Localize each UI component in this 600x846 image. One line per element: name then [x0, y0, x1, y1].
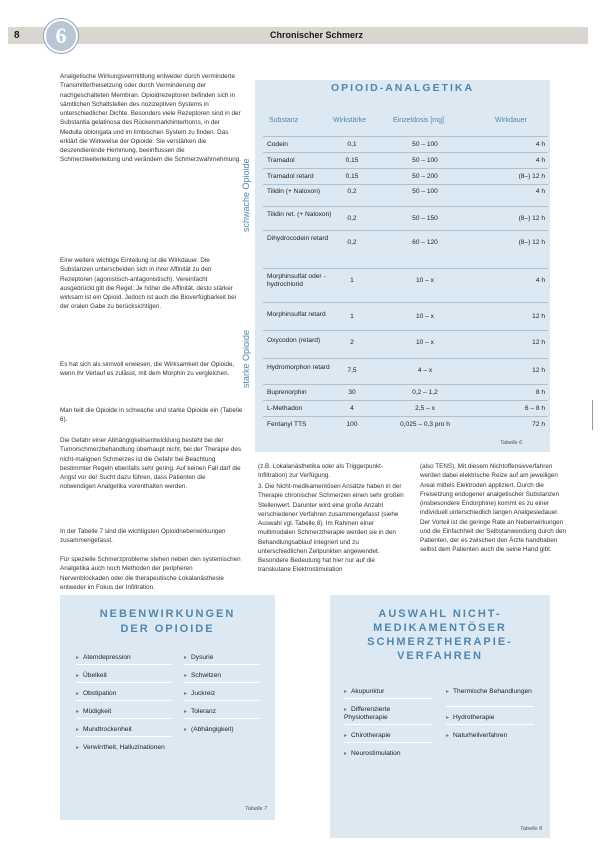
cell-dose: 10 – x [416, 313, 434, 320]
cell-dose: 50 – 100 [412, 188, 438, 195]
body-paragraph: Es hat sich als sinnvoll erwiesen, die Wirksamkeit der Opioide, wenn ihr Verlauf es zulässt, mit dem Morphin zu vergleichen. [60, 361, 235, 378]
list-item: ▸ Chirotherapie [344, 732, 391, 740]
chapter-title: Chronischer Schmerz [270, 30, 364, 40]
cell-potency: 0,15 [345, 173, 359, 180]
list-item: ▸ Mundtrockenheit [76, 726, 132, 734]
header-substance: Substanz [269, 117, 299, 124]
divider [446, 724, 534, 725]
group-label-strong: starke Opioide [241, 329, 251, 388]
cell-potency: 7,5 [347, 367, 357, 374]
body-paragraph: Für spezielle Schmerzprobleme stehen neben den systemischen Analgetika auch noch Methoden der peripheren Nervenblockaden oder die therapeutische Lokalanästhesie entweder im Fokus der Infiltration. [60, 556, 241, 591]
divider [76, 718, 171, 719]
divider [76, 664, 171, 665]
header-potency: Wirkstärke [333, 117, 367, 124]
header-dose: Einzeldosis [mg] [393, 117, 444, 124]
list-item: ▸ Müdigkeit [76, 708, 111, 716]
cell-dose: 50 – 150 [412, 215, 438, 222]
table-caption: Tabelle 8 [520, 826, 543, 832]
table-row [263, 384, 548, 401]
body-paragraph: Analgetische Wirkungsvermittlung entweder durch verminderte Transmitterfreisetzung oder durch Verminderung der nachgeschalteten Membran. Opioidrezeptoren befinden sich in sämtlichen Schaltstellen des nozizeptiven Systems in unterschiedlicher Dichte. Besonders viele Rezeptoren sind in der Substantia gelatinosa des Rückenmarkhinterhorns, in der Medulla oblongata und im limbischen System zu finden. Das erklärt die Wirkweise der Opioide: Sie verstärken die deszendierende Hemmung, beeinflussen die Schmerzweiterleitung und verändern die Schmerzwahrnehmung. [60, 73, 241, 164]
chapter-logo-icon: 6 [44, 19, 78, 53]
divider [76, 682, 171, 683]
cell-duration: 4 h [535, 141, 545, 148]
cell-potency: 0,1 [347, 141, 357, 148]
side-effects-title-line1: NEBENWIRKUNGEN [99, 608, 236, 620]
nonmed-title-line4: VERFAHREN [397, 650, 483, 662]
cell-potency: 0,15 [345, 157, 359, 164]
table-row [263, 136, 548, 153]
table-row [263, 416, 548, 433]
body-paragraph: Die Gefahr einer Abhängigkeitsentwicklung besteht bei der Tumorschmerzbehandlung überhaupt nicht, bei der Therapie des nicht-malignen Schmerzes ist die Gefahr bei Beachtung bestimmter Regeln ebenfalls sehr gering. Auf keinen Fall darf die Angst vor der Sucht dazu führen, dass Patienten die notwendigen Analgetika vorenthalten werden. [60, 437, 241, 491]
cell-substance: Tramadol retard [267, 173, 314, 180]
list-item: ▸ Differenzierte Physiotherapie [344, 706, 432, 722]
divider [446, 706, 534, 707]
cell-duration: 12 h [532, 339, 545, 346]
cell-dose: 4 – x [417, 367, 433, 374]
list-item: ▸ Thermische Behandlungen [446, 688, 536, 696]
table-row [263, 358, 548, 385]
cell-dose: 60 – 120 [412, 239, 438, 246]
cell-duration: 4 h [535, 188, 545, 195]
body-paragraph: 3. Die Nicht-medikamentösen Ansätze haben in der Therapie chronischer Schmerzen einen sehr großen Stellenwert. Darunter wird eine große Anzahl verschiedener Verfahren zusammengefasst (siehe Auswahl vgl. Tabelle 8). Im Rahmen einer multimodalen Schmerztherapie werden sie in den Behandlungsablauf integriert und zu unterschiedlichen Zeitpunkten angewendet. Besondere Bedeutung hat hier nur auf die transkutane Elektrostimulation [258, 483, 404, 574]
body-paragraph: In der Tabelle 7 sind die wichtigsten Opioidnebenwirkungen zusammengefasst. [60, 528, 226, 545]
list-item: ▸ Neurostimulation [344, 750, 401, 758]
cell-potency: 100 [346, 421, 358, 428]
list-item: ▸ Akupunktur [344, 688, 384, 696]
list-item: ▸ Atemdepression [76, 654, 131, 662]
table-caption: Tabelle 6 [500, 440, 523, 446]
opioid-table-header [263, 113, 550, 131]
cell-potency: 2 [350, 339, 354, 346]
nonmed-title-line1: AUSWAHL NICHT- [378, 608, 502, 620]
cell-substance: Tilidin (+ Naloxon) [267, 188, 321, 195]
cell-duration: 8 h [535, 389, 545, 396]
cell-potency: 1 [350, 277, 354, 284]
list-item: ▸ Naturheilverfahren [446, 732, 507, 740]
cell-potency: 30 [348, 389, 356, 396]
cell-substance: Dihydrocodein retard [267, 235, 329, 242]
list-item: ▸ Hydrotherapie [446, 714, 494, 722]
table-row [263, 400, 548, 417]
cell-substance: Morphinsulfat oder -hydrochlorid [267, 273, 326, 288]
divider [344, 724, 432, 725]
cell-substance: Buprenorphin [267, 389, 307, 396]
cell-dose: 0,025 – 0,3 pro h [400, 421, 450, 428]
cell-potency: 0,2 [347, 188, 357, 195]
list-item: ▸ (Abhängigkeit) [184, 726, 234, 734]
group-label-weak: schwache Opioide [241, 158, 251, 232]
cell-substance: Codein [267, 141, 288, 148]
cell-duration: 12 h [532, 313, 545, 320]
divider [76, 700, 171, 701]
cell-duration: (8–) 12 h [518, 173, 545, 180]
side-effects-title-line2: DER OPIOIDE [120, 623, 215, 635]
cell-duration: (8–) 12 h [518, 239, 545, 246]
list-item: ▸ Übelkeit [76, 672, 107, 680]
cell-dose: 50 – 100 [412, 157, 438, 164]
cell-substance: Morphinsulfat retard [267, 311, 326, 318]
cell-duration: 6 – 8 h [524, 405, 545, 412]
page-number: 8 [14, 30, 20, 41]
cell-substance: Hydromorphon retard [267, 364, 330, 371]
divider [184, 700, 259, 701]
cell-dose: 2,5 – x [415, 405, 435, 412]
cell-potency: 1 [350, 313, 354, 320]
nonmed-title-line2: MEDIKAMENTÖSER [373, 622, 507, 634]
list-item: ▸ Verwirrtheit, Halluzinationen [76, 744, 166, 752]
cell-dose: 10 – x [416, 339, 434, 346]
body-paragraph: Eine weitere wichtige Einteilung ist die Wirkdauer. Die Substanzen unterscheiden sich in ihrer Affinität zu den Rezeptoren (agonistisch-antagonistisch). Vereinfacht ausgedrückt gilt die Regel: Je höher die Affinität, desto stärker wirksam ist ein Opioid. Jedoch ist auch die Bioverfügbarkeit bei der oralen Gabe zu berücksichtigen. [60, 257, 237, 311]
list-item: ▸ Juckreiz [184, 690, 215, 698]
cell-potency: 0,2 [347, 239, 357, 246]
list-item: ▸ Schwitzen [184, 672, 221, 680]
divider [76, 736, 171, 737]
table-caption: Tabelle 7 [245, 806, 268, 812]
divider [184, 718, 259, 719]
cell-duration: (8–) 12 h [518, 215, 545, 222]
table-row [263, 230, 548, 261]
cell-substance: Oxycodon (retard) [267, 337, 321, 344]
opioid-table-title: OPIOID-ANALGETIKA [330, 82, 475, 94]
cell-substance: Tilidin ret. (+ Naloxon) [267, 211, 332, 218]
table-row [263, 168, 548, 185]
cell-substance: Fentanyl TTS [267, 421, 307, 428]
cell-duration: 12 h [532, 367, 545, 374]
divider [184, 682, 259, 683]
body-paragraph: (z.B. Lokalanästhetika oder als Triggerpunkt-Infiltration) zur Verfügung. [258, 463, 383, 480]
cell-potency: 0,2 [347, 215, 357, 222]
table-row [263, 330, 548, 359]
cell-dose: 50 – 100 [412, 141, 438, 148]
table-row [263, 302, 548, 329]
header-duration: Wirkdauer [495, 117, 527, 124]
list-item: ▸ Obstipation [76, 690, 116, 698]
margin-mark [592, 400, 593, 430]
list-item: ▸ Toleranz [184, 708, 216, 716]
cell-substance: L-Methadon [267, 405, 303, 412]
divider [184, 664, 259, 665]
cell-duration: 4 h [535, 277, 545, 284]
nonmed-title-line3: SCHMERZTHERAPIE- [367, 636, 513, 648]
cell-substance: Tramadol [267, 157, 295, 164]
table-row [263, 206, 548, 231]
table-row [263, 184, 548, 207]
cell-dose: 50 – 200 [412, 173, 438, 180]
divider [344, 698, 432, 699]
divider [344, 742, 432, 743]
table-row [263, 152, 548, 169]
cell-duration: 4 h [535, 157, 545, 164]
body-paragraph: (also TENS). Mit diesem Nichtoffensivverfahren werden dabei elektrische Reize auf am jeweiligen Areal mittels Elektroden appliziert. Durch die Freisetzung endogener analgetischer Substanzen (insbesondere Endorphine) kommt es zu einer individuell unterschiedlich langen Analgesiedauer. Der Vorteil ist die geringe Rate an Nebenwirkungen und die Einfachheit der Selbstanwendung durch den Patienten, der es zwischen den Ärzte handhaben selbst dem Patienten auch die seine Hand gibt. [420, 463, 566, 554]
table-row [263, 268, 548, 303]
cell-dose: 0,2 – 1,2 [412, 389, 438, 396]
cell-duration: 72 h [532, 421, 545, 428]
cell-potency: 4 [350, 405, 354, 412]
cell-dose: 10 – x [416, 277, 434, 284]
list-item: ▸ Dysurie [184, 654, 213, 662]
body-paragraph: Man teilt die Opioide in schwache und starke Opioide ein (Tabelle 6). [60, 407, 243, 424]
